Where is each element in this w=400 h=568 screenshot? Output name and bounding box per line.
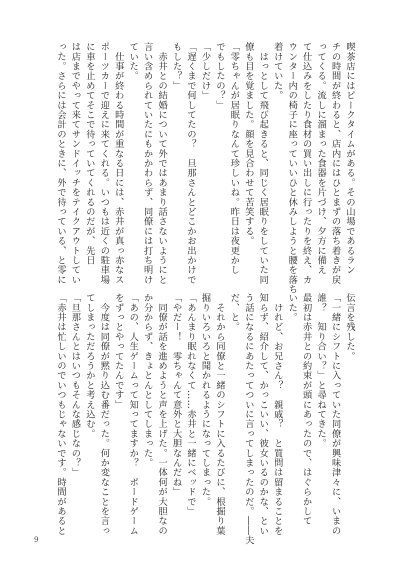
- text-line: もした？」: [170, 42, 182, 91]
- text-line: か分からず、きょとんとしてしまった。: [141, 293, 153, 468]
- text-line: 同僚が話を進めようと声を上げた。一体何が大胆なの: [156, 293, 168, 536]
- text-line: 今度は同僚が黙り込む番だった。何か変なことを言っ: [98, 293, 110, 536]
- text-line: 誰？ 知り合い？」と尋ねてきた。: [315, 293, 327, 449]
- text-line: 最初は赤井との約束が頭にあったので、はぐらかして: [300, 293, 312, 526]
- text-line: ウンター内の椅子に座っていいひと休みしようと腰を落ち: [286, 42, 298, 295]
- text-line: いた。: [286, 293, 298, 323]
- text-line: 掘りいろいろと聞かれるようになってしまった。: [199, 293, 211, 507]
- text-line: 僚も目を覚ました。顔を見合わせて苦笑する。: [242, 42, 254, 246]
- text-line: でもしたの？」: [213, 42, 225, 110]
- text-line: 「少しだけ」: [199, 42, 211, 101]
- text-line: 「遅くまで何してたの？ 旦那さんとどこかお出かけで: [185, 42, 197, 285]
- text-line: チの時間が終わると、店内にはひとまずの落ち着きが戻: [329, 42, 341, 285]
- text-line: 知らず、紹介して、かっこいい、彼女いるのかな、とい: [257, 293, 269, 536]
- text-line: 「一緒にシフトに入っていた同僚が興味津々に、いまの: [329, 293, 341, 536]
- text-line: に車を止めてそこで待っていてくれるのだが、先日: [83, 42, 95, 266]
- text-line: 「零ちゃんが居眠りなんて珍しいね。昨日は夜更かし: [228, 42, 240, 275]
- text-line: 喫茶店にはピークタイムがある。その山場であるラン: [344, 42, 355, 275]
- text-line: はっとして飛び起きると、同じく居眠りをしていた同: [257, 42, 269, 285]
- text-line: 「あの、人生ゲームって知ってますか？ ボードゲーム: [127, 293, 139, 536]
- text-line: てしまっただろうかと考え込む。: [83, 293, 95, 439]
- text-line: それから同僚と一緒のシフトに入るたびに、根掘り葉: [213, 293, 225, 536]
- text-line: う話になるにあたってついに言ってしまったのだ。――夫: [242, 293, 254, 546]
- text-line: ポーツカーで迎えに来てくれる。いつもは近くの駐車場: [98, 42, 110, 285]
- text-line: 「赤井は忙しいのでいつもじゃないです。時間があると: [54, 293, 66, 536]
- text-line: ってくる。流しに溜まった食器を片づけ、夕方に備え: [315, 42, 327, 275]
- text-line: て仕込みをしたり食材の買い出しに行ったりを終え、カ: [300, 42, 312, 285]
- text-line: った。さらには会計のときに、外で待っている、と零に: [54, 42, 66, 285]
- text-line: だ、と。: [228, 293, 240, 332]
- text-line: 「やだー！ 零ちゃんて意外と大胆なんだね」: [170, 293, 182, 497]
- text-line: は店までやって来てサンドイッチをテイクアウトしてい: [69, 42, 81, 285]
- text-line: 仕事が終わる時間が重なる日には、赤井が真っ赤なス: [112, 42, 124, 285]
- text-line: をずっとやってたんです」: [112, 293, 124, 410]
- text-line: 伝言を残した。: [344, 293, 355, 361]
- text-line: 「あんまり眠れなくて……赤井と一緒にベッドで」: [185, 293, 197, 517]
- text-line: ていた。: [127, 42, 139, 81]
- text-line: けれど、お兄さん？ 親戚？ と質問は留まることを: [271, 293, 283, 536]
- page-number: 9: [34, 536, 39, 544]
- text-line: 着けていた。: [271, 42, 283, 101]
- text-line: 「旦那さんとはいつもそんな感じなの？」: [69, 293, 81, 478]
- body-text-bottom-tier: [44, 293, 356, 546]
- body-text-top-tier: [44, 42, 356, 295]
- text-line: 赤井との結婚について外ではあまり話さないようにと: [156, 42, 168, 285]
- text-line: 言い含められていたにもかかわらず、同僚には打ち明け: [141, 42, 153, 285]
